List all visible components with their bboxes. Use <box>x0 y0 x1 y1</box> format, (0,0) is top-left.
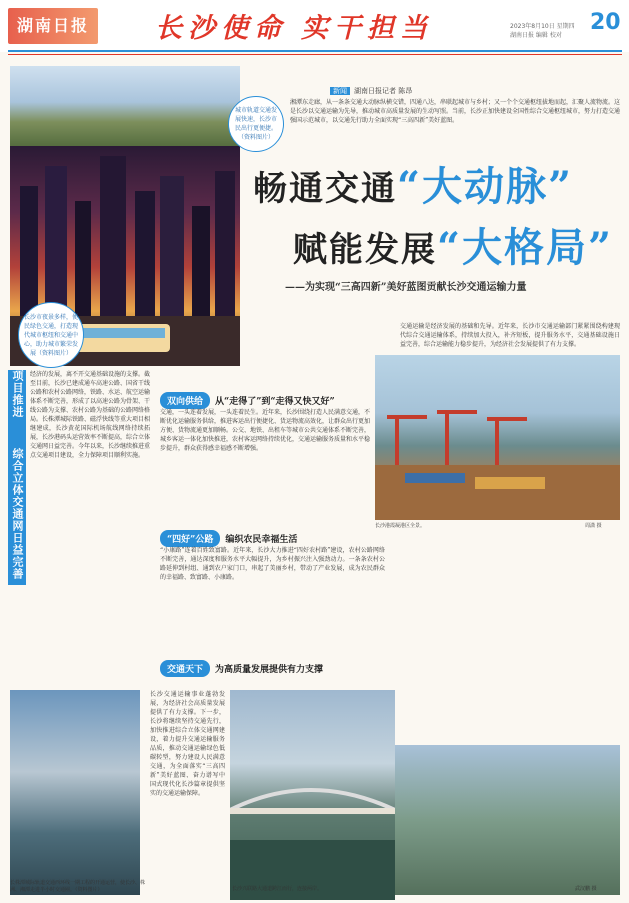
sidebar-text: 经济的发展，离不开交通基础设施的支撑。截至目前，长沙已建成通车高速公路、国省干线公路和农村公路网络，铁路、水运、航空运输体系不断完善，形成了以高速公路为骨架、干线公路为支撑、农村公路为基础的公路网络格局。长株潭城际铁路、磁浮快线等重大项目相继建成，长沙黄花国际机场航线网络持续拓展，长沙港码头运营效率不断提高，综合立体交通网日益完善。今年以来，长沙继续推进重点交通项目建设，全力保障项目顺利实施。 <box>30 371 150 459</box>
port-caption: 长沙港霞凝港区全景。 <box>375 523 426 529</box>
section2-text: “小康路”连着百姓致富路。近年来，长沙大力推进“四好农村路”建设，农村公路网络不断完善，通达深度和服务水平大幅提升，为乡村振兴注入强劲动力。一条条农村公路延伸到村组、通到农户家门口，串起了美丽乡村，带动了产业发展，成为农民群众的幸福路、致富路、小康路。 <box>160 547 385 581</box>
issue-editor: 湖南日报 编辑 校对 <box>510 32 562 39</box>
section2-pill: “四好”公路 <box>160 530 220 547</box>
section3-pill: 交通天下 <box>160 660 210 677</box>
page-number: 20 <box>590 10 621 35</box>
bridge-structure <box>230 690 395 900</box>
issue-date: 2023年8月10日 星期四 <box>510 23 575 30</box>
port-credit: 周潇 摄 <box>585 523 602 529</box>
page-title-part1: 长沙使命 <box>155 13 287 44</box>
bridge-caption: 长沙兴联路大通道跨江而行，连接两岸。 <box>232 886 323 892</box>
section2-title: 编织农民幸福生活 <box>225 535 298 545</box>
headline-line2-b: “大格局” <box>437 224 614 271</box>
section1-title: 从“走得了”到“走得又快又好” <box>215 397 335 407</box>
masthead <box>0 0 629 52</box>
header-rule <box>8 50 622 52</box>
article-lead: 湘潭东走廊，从一条条交通大动脉纵横交错，四通八达，串联起城市与乡村；又一个个交通枢纽拔地而起，汇聚人流物流。这是长沙以交通运输为先导，推动城市高质量发展的生动写照。当前，长沙正加快建设全国性综合交通枢纽城市，努力打造交通强国示范城市，以交通先行助力全面实现“三高四新”美好蓝图。 <box>290 99 620 124</box>
headline-line1-a: 畅通交通 <box>253 169 397 209</box>
bridge-credit: 武汉鹏 摄 <box>575 886 597 892</box>
header-rule-red <box>8 54 622 55</box>
port-cranes <box>375 355 620 520</box>
intro-column: 交通运输是经济发展的基础和先导。近年来，长沙市交通运输部门紧紧围绕构建现代综合交通运输体系，持续加大投入，补齐短板，提升服务水平，交通基础设施日益完善，综合运输能力稳步提升，为经济社会发展提供了有力支撑。 <box>400 323 620 348</box>
byline-text: 湖南日报记者 陈昂 <box>354 87 413 95</box>
section1-text: 交通，一头连着发展，一头连着民生。近年来，长沙围绕打造人民满意交通，不断优化运输服务供给，推进客运出行便捷化、货运物流高效化，让群众出行更加方便、货物流通更加顺畅。公交、地铁、出租车等城市公共交通体系不断完善，城乡客运一体化加快推进，农村客运网络持续优化，交通运输服务质量和水平稳步提升，群众获得感幸福感不断增强。 <box>160 409 370 452</box>
headline-line2 <box>293 216 620 273</box>
city-rail-photo <box>10 690 140 895</box>
newspaper-logo: 湖南日报 <box>8 8 98 44</box>
caption-balloon-bottom: 长沙市夜景多样，便民绿色交通，打造现代城市枢纽和交通中心，助力城市繁荣发展（资料图片） <box>18 302 84 368</box>
headline-line1 <box>253 155 620 212</box>
bridge-photo-2 <box>395 745 620 895</box>
article-subhead: ——为实现“三高四新”美好蓝图贡献长沙交通运输力量 <box>285 282 527 293</box>
rail-photo <box>10 66 240 146</box>
boat-caption: 长株潭城际轨道交通西环线一期工程的开通运营，使长沙、株洲、湘潭走进半小时交通圈。（资料图片） <box>10 880 146 893</box>
bridge-photo <box>230 690 395 900</box>
section2-heading <box>160 530 297 547</box>
section3-text: 长沙交通运输事业蓬勃发展，为经济社会高质量发展提供了有力支撑。下一步，长沙将继续坚持交通先行，加快推进综合立体交通网建设，着力提升交通运输服务品质，推动交通运输绿色低碳转型，努力建设人民满意交通，为全面落实“三高四新”美好蓝图、奋力谱写中国式现代化长沙篇章提供坚实的交通运输保障。 <box>150 691 225 797</box>
sidebar-title: 项目推进 <box>11 370 24 418</box>
headline-line2-a: 赋能发展 <box>293 230 437 270</box>
page-title-part2: 实干担当 <box>301 13 433 44</box>
section1-pill: 双向供给 <box>160 392 210 409</box>
byline-tag: 新闻 <box>330 87 350 95</box>
article-byline <box>330 86 412 96</box>
section1-heading <box>160 392 335 409</box>
issue-info <box>510 22 575 40</box>
page-title <box>155 6 447 50</box>
sidebar-subtitle: 综合立体交通网日益完善 <box>11 448 24 580</box>
main-headline <box>245 155 620 273</box>
caption-balloon-top: 城市轨道交通发展快速，长沙市民出行更便捷。（资料图片） <box>228 96 284 152</box>
section3-title: 为高质量发展提供有力支撑 <box>215 665 324 675</box>
section3-heading <box>160 660 323 677</box>
headline-line1-b: “大动脉” <box>397 163 574 210</box>
port-photo <box>375 355 620 520</box>
